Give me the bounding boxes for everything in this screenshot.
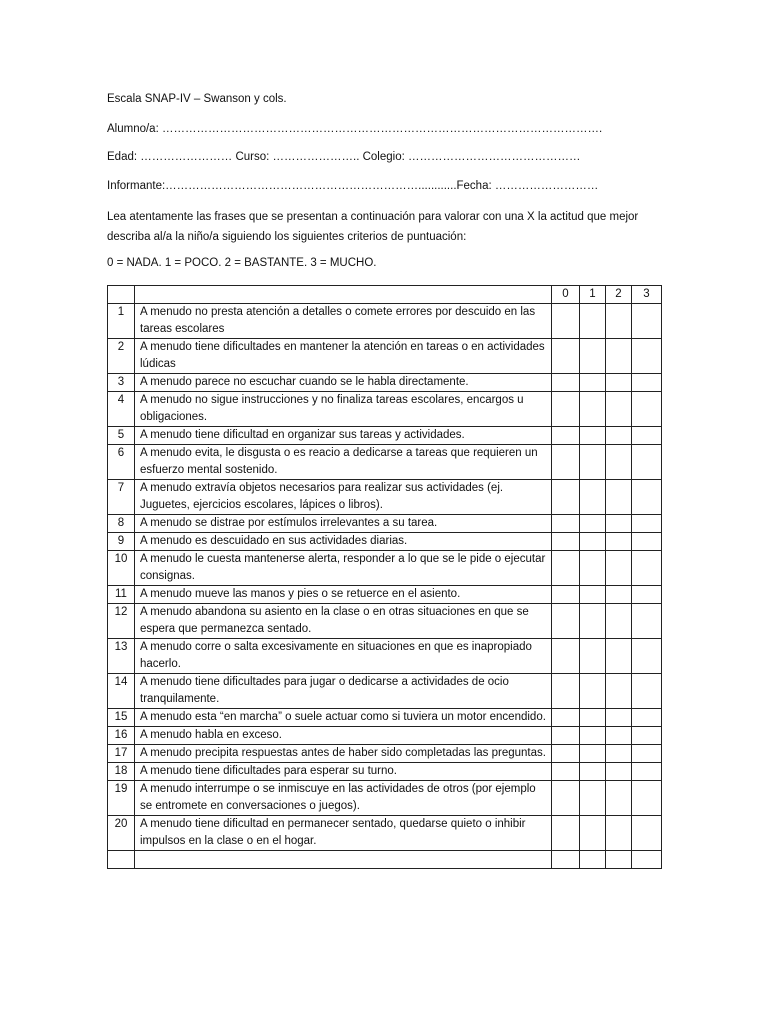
score-cell-1[interactable]	[580, 745, 606, 763]
table-row	[108, 480, 662, 515]
score-cell-1[interactable]	[580, 763, 606, 781]
header-empty-cell	[108, 286, 135, 304]
table-row	[108, 304, 662, 339]
score-cell-1[interactable]	[580, 639, 606, 674]
score-cell-2[interactable]	[606, 304, 632, 339]
item-number: 18	[108, 763, 135, 781]
score-header-3: 3	[632, 286, 662, 304]
score-cell-1[interactable]	[580, 604, 606, 639]
score-cell-0[interactable]	[552, 781, 580, 816]
table-row	[108, 674, 662, 709]
score-cell-3[interactable]	[632, 816, 662, 851]
score-cell-2[interactable]	[606, 709, 632, 727]
score-cell-0[interactable]	[552, 709, 580, 727]
score-cell-3[interactable]	[632, 304, 662, 339]
item-text: A menudo tiene dificultades en mantener la atención en tareas o en actividades lúdicas	[135, 339, 552, 374]
score-cell-3[interactable]	[632, 445, 662, 480]
score-cell-1[interactable]	[580, 551, 606, 586]
blank-cell	[552, 851, 580, 869]
score-cell-3[interactable]	[632, 674, 662, 709]
score-cell-1[interactable]	[580, 374, 606, 392]
table-row	[108, 339, 662, 374]
score-cell-1[interactable]	[580, 445, 606, 480]
table-row	[108, 727, 662, 745]
item-number: 17	[108, 745, 135, 763]
score-cell-2[interactable]	[606, 816, 632, 851]
score-cell-2[interactable]	[606, 515, 632, 533]
score-cell-0[interactable]	[552, 427, 580, 445]
score-cell-1[interactable]	[580, 816, 606, 851]
score-cell-2[interactable]	[606, 763, 632, 781]
score-cell-2[interactable]	[606, 392, 632, 427]
item-text: A menudo esta “en marcha” o suele actuar como si tuviera un motor encendido.	[135, 709, 552, 727]
table-row	[108, 374, 662, 392]
score-cell-3[interactable]	[632, 533, 662, 551]
score-cell-0[interactable]	[552, 727, 580, 745]
item-number: 11	[108, 586, 135, 604]
table-row	[108, 763, 662, 781]
score-cell-0[interactable]	[552, 604, 580, 639]
item-text: A menudo no presta atención a detalles o comete errores por descuido en las tareas escolares	[135, 304, 552, 339]
header-empty-cell	[135, 286, 552, 304]
snap-iv-table	[107, 285, 662, 869]
score-cell-1[interactable]	[580, 480, 606, 515]
score-cell-0[interactable]	[552, 745, 580, 763]
score-cell-2[interactable]	[606, 533, 632, 551]
item-number: 12	[108, 604, 135, 639]
score-cell-2[interactable]	[606, 586, 632, 604]
score-cell-2[interactable]	[606, 480, 632, 515]
item-text: A menudo no sigue instrucciones y no finaliza tareas escolares, encargos u obligaciones.	[135, 392, 552, 427]
item-text: A menudo corre o salta excesivamente en situaciones en que es inapropiado hacerlo.	[135, 639, 552, 674]
item-number: 10	[108, 551, 135, 586]
score-cell-3[interactable]	[632, 727, 662, 745]
score-cell-1[interactable]	[580, 709, 606, 727]
item-number: 16	[108, 727, 135, 745]
alumno-field: Alumno/a: …………………………………………………………………………………………………….	[107, 123, 603, 135]
score-cell-3[interactable]	[632, 515, 662, 533]
table-row	[108, 515, 662, 533]
score-cell-3[interactable]	[632, 763, 662, 781]
item-text: A menudo tiene dificultades para esperar su turno.	[135, 763, 552, 781]
item-number: 19	[108, 781, 135, 816]
edad-curso-colegio-field: Edad: …………………… Curso: ………………….. Colegio: ………………………………………	[107, 151, 581, 163]
item-number: 5	[108, 427, 135, 445]
score-cell-0[interactable]	[552, 639, 580, 674]
item-text: A menudo habla en exceso.	[135, 727, 552, 745]
score-cell-0[interactable]	[552, 763, 580, 781]
item-text: A menudo mueve las manos y pies o se retuerce en el asiento.	[135, 586, 552, 604]
score-cell-3[interactable]	[632, 781, 662, 816]
item-text: A menudo le cuesta mantenerse alerta, responder a lo que se le pide o ejecutar consignas.	[135, 551, 552, 586]
score-cell-1[interactable]	[580, 392, 606, 427]
item-number: 6	[108, 445, 135, 480]
score-cell-2[interactable]	[606, 781, 632, 816]
score-cell-3[interactable]	[632, 745, 662, 763]
item-number: 3	[108, 374, 135, 392]
item-number: 13	[108, 639, 135, 674]
score-cell-1[interactable]	[580, 781, 606, 816]
score-cell-0[interactable]	[552, 515, 580, 533]
item-text: A menudo interrumpe o se inmiscuye en las actividades de otros (por ejemplo se entromete en conversaciones o juegos).	[135, 781, 552, 816]
score-cell-2[interactable]	[606, 551, 632, 586]
item-text: A menudo parece no escuchar cuando se le habla directamente.	[135, 374, 552, 392]
item-text: A menudo extravía objetos necesarios para realizar sus actividades (ej. Juguetes, ejercicios escolares, lápices o libros).	[135, 480, 552, 515]
score-cell-3[interactable]	[632, 374, 662, 392]
score-cell-0[interactable]	[552, 586, 580, 604]
item-text: A menudo se distrae por estímulos irrelevantes a su tarea.	[135, 515, 552, 533]
table-row	[108, 745, 662, 763]
item-number: 9	[108, 533, 135, 551]
item-number: 2	[108, 339, 135, 374]
score-cell-0[interactable]	[552, 816, 580, 851]
item-number: 7	[108, 480, 135, 515]
table-row	[108, 604, 662, 639]
score-cell-2[interactable]	[606, 445, 632, 480]
table-row	[108, 709, 662, 727]
item-text: A menudo tiene dificultad en organizar sus tareas y actividades.	[135, 427, 552, 445]
score-cell-0[interactable]	[552, 480, 580, 515]
score-header-2: 2	[606, 286, 632, 304]
score-cell-0[interactable]	[552, 551, 580, 586]
score-header-0: 0	[552, 286, 580, 304]
item-number: 4	[108, 392, 135, 427]
score-cell-2[interactable]	[606, 745, 632, 763]
score-cell-3[interactable]	[632, 604, 662, 639]
table-row	[108, 586, 662, 604]
score-cell-1[interactable]	[580, 304, 606, 339]
score-cell-3[interactable]	[632, 427, 662, 445]
item-text: A menudo tiene dificultades para jugar o dedicarse a actividades de ocio tranquilamente.	[135, 674, 552, 709]
blank-cell	[108, 851, 135, 869]
item-text: A menudo abandona su asiento en la clase o en otras situaciones en que se espera que permanezca sentado.	[135, 604, 552, 639]
scoring-criteria: 0 = NADA. 1 = POCO. 2 = BASTANTE. 3 = MUCHO.	[107, 257, 377, 269]
table-row	[108, 551, 662, 586]
score-cell-1[interactable]	[580, 586, 606, 604]
score-cell-0[interactable]	[552, 392, 580, 427]
score-cell-1[interactable]	[580, 515, 606, 533]
document-title: Escala SNAP-IV – Swanson y cols.	[107, 93, 287, 105]
score-cell-2[interactable]	[606, 427, 632, 445]
item-number: 8	[108, 515, 135, 533]
blank-cell	[606, 851, 632, 869]
score-cell-2[interactable]	[606, 639, 632, 674]
table-row	[108, 816, 662, 851]
score-cell-2[interactable]	[606, 374, 632, 392]
item-text: A menudo precipita respuestas antes de haber sido completadas las preguntas.	[135, 745, 552, 763]
score-header-1: 1	[580, 286, 606, 304]
item-number: 1	[108, 304, 135, 339]
score-cell-3[interactable]	[632, 480, 662, 515]
score-cell-0[interactable]	[552, 445, 580, 480]
score-cell-1[interactable]	[580, 339, 606, 374]
item-number: 14	[108, 674, 135, 709]
score-cell-2[interactable]	[606, 339, 632, 374]
table-row	[108, 533, 662, 551]
score-cell-2[interactable]	[606, 674, 632, 709]
blank-cell	[580, 851, 606, 869]
score-cell-0[interactable]	[552, 374, 580, 392]
score-cell-0[interactable]	[552, 304, 580, 339]
instructions-paragraph: Lea atentamente las frases que se presentan a continuación para valorar con una X la actitud que mejor describa al/a la niño/a siguiendo los siguientes criterios de puntuación:	[107, 211, 639, 243]
blank-cell	[135, 851, 552, 869]
blank-cell	[632, 851, 662, 869]
table-row	[108, 392, 662, 427]
score-cell-2[interactable]	[606, 727, 632, 745]
score-cell-3[interactable]	[632, 392, 662, 427]
score-cell-3[interactable]	[632, 339, 662, 374]
table-row	[108, 781, 662, 816]
score-cell-1[interactable]	[580, 727, 606, 745]
score-cell-0[interactable]	[552, 533, 580, 551]
score-cell-3[interactable]	[632, 709, 662, 727]
score-cell-3[interactable]	[632, 551, 662, 586]
score-cell-1[interactable]	[580, 427, 606, 445]
informante-fecha-field: Informante:…………………………………………………………............Fecha: ………………………	[107, 180, 599, 192]
table-row	[108, 639, 662, 674]
item-text: A menudo tiene dificultad en permanecer sentado, quedarse quieto o inhibir impulsos en la clase o en el hogar.	[135, 816, 552, 851]
score-cell-0[interactable]	[552, 674, 580, 709]
score-cell-3[interactable]	[632, 639, 662, 674]
score-cell-0[interactable]	[552, 339, 580, 374]
score-cell-1[interactable]	[580, 533, 606, 551]
score-cell-3[interactable]	[632, 586, 662, 604]
blank-row	[108, 851, 662, 869]
table-row	[108, 445, 662, 480]
score-cell-1[interactable]	[580, 674, 606, 709]
item-number: 20	[108, 816, 135, 851]
item-text: A menudo evita, le disgusta o es reacio a dedicarse a tareas que requieren un esfuerzo mental sostenido.	[135, 445, 552, 480]
item-number: 15	[108, 709, 135, 727]
score-cell-2[interactable]	[606, 604, 632, 639]
table-header-row	[108, 286, 662, 304]
table-row	[108, 427, 662, 445]
item-text: A menudo es descuidado en sus actividades diarias.	[135, 533, 552, 551]
